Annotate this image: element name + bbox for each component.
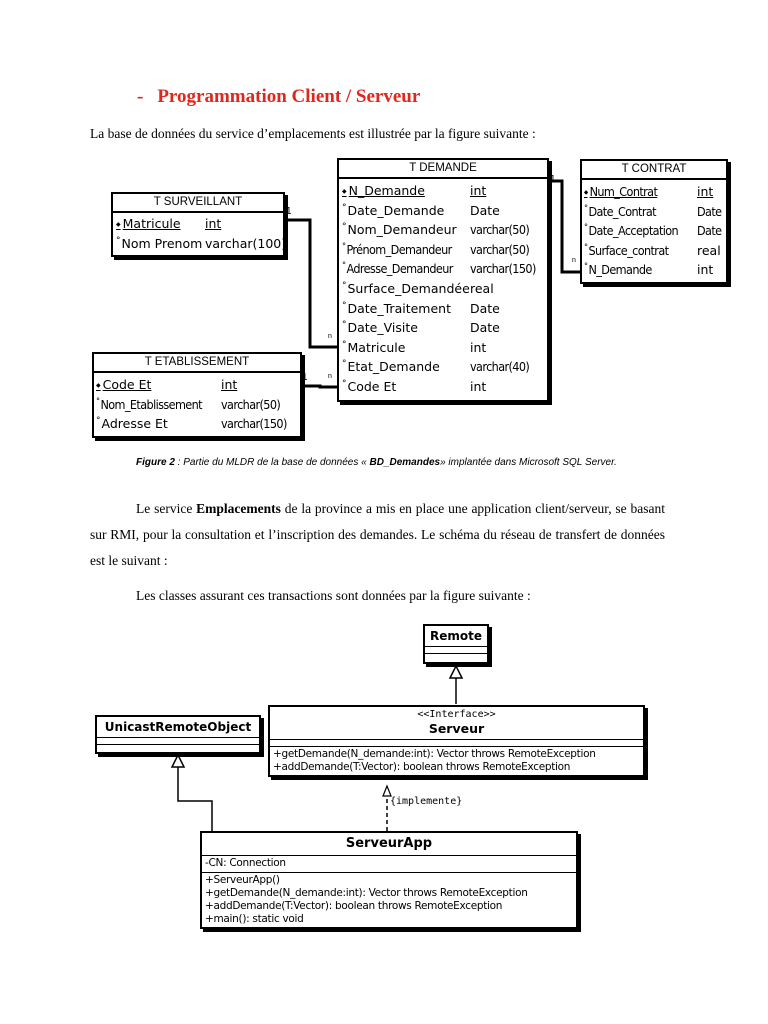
caption-pre: : Partie du MLDR de la base de données « <box>174 457 370 468</box>
table-title: T DEMANDE <box>339 160 547 179</box>
caption-post: » implantée dans Microsoft SQL Server. <box>440 457 617 468</box>
mult-many-codeet: n <box>328 373 332 380</box>
mult-one-surveillant: 1 <box>286 206 292 217</box>
table-row: ° Nom Prenom varchar(100) <box>113 235 283 255</box>
table-row: ◆ Matricule int <box>113 215 283 235</box>
table-row: ° Date_Contrat Date <box>582 203 726 223</box>
mult-one-demande: 1 <box>550 174 556 185</box>
table-row: ° Date_Demande Date <box>339 202 547 222</box>
class-remote: Remote <box>423 624 489 664</box>
class-unicastremoteobject: UnicastRemoteObject <box>95 715 261 754</box>
table-title: T SURVEILLANT <box>113 194 283 213</box>
table-row: ° Nom_Etablissement varchar(50) <box>94 396 300 416</box>
table-row: ° Surface_contrat real <box>582 242 726 262</box>
method: +getDemande(N_demande:int): Vector throws RemoteException <box>205 887 528 899</box>
attribute: -CN: Connection <box>205 857 286 869</box>
intro-text: La base de données du service d’emplacements est illustrée par la figure suivante : <box>90 126 536 141</box>
table-row: ◆ N_Demande int <box>339 182 547 202</box>
table-row: ° Surface_Demandée real <box>339 280 547 300</box>
method: +addDemande(T:Vector): boolean throws RemoteException <box>273 761 571 773</box>
class-name: ServeurApp <box>345 836 433 851</box>
table-row: ° Adresse Et varchar(150) <box>94 415 300 435</box>
table-row: ° Date_Acceptation Date <box>582 222 726 242</box>
bold-emplacements: Emplacements <box>196 501 281 516</box>
table-row: ° Etat_Demande varchar(40) <box>339 358 547 378</box>
table-row: ° Matricule int <box>339 339 547 359</box>
class-serveurapp <box>200 831 578 929</box>
table-row: ° N_Demande int <box>582 261 726 281</box>
table-row: ° Code Et int <box>339 378 547 398</box>
table-row: ° Nom_Demandeur varchar(50) <box>339 221 547 241</box>
table-row: ◆ Code Et int <box>94 376 300 396</box>
heading-title: Programmation Client / Serveur <box>157 86 421 107</box>
method: +ServeurApp() <box>205 874 280 886</box>
stereotype: <<Interface>> <box>417 709 496 720</box>
table-row: ◆ Num_Contrat int <box>582 183 726 203</box>
interface-serveur <box>268 705 645 777</box>
table-title: T ETABLISSEMENT <box>94 354 300 373</box>
mult-many-ndemande: n <box>572 257 576 264</box>
inherit-arrow-unicast <box>172 755 184 767</box>
mult-many-matricule: n <box>328 333 332 340</box>
implements-label: {implemente} <box>390 796 463 807</box>
method: +main(): static void <box>205 913 304 925</box>
caption-db: BD_Demandes <box>369 457 441 468</box>
method: +addDemande(T:Vector): boolean throws RemoteException <box>205 900 503 912</box>
method: +getDemande(N_demande:int): Vector throws RemoteException <box>273 748 596 760</box>
table-row: ° Date_Visite Date <box>339 319 547 339</box>
heading-dash: - <box>137 86 144 107</box>
realize-arrow-serveur <box>383 786 391 796</box>
table-row: ° Date_Traitement Date <box>339 300 547 320</box>
paragraph-classes: Les classes assurant ces transactions sont données par la figure suivante : <box>136 588 531 603</box>
inherit-arrow-remote <box>450 666 462 678</box>
table-title: T CONTRAT <box>582 161 726 180</box>
mult-one-etablissement: 1 <box>302 372 308 383</box>
interface-name: Serveur <box>428 721 485 736</box>
table-row: ° Prénom_Demandeur varchar(50) <box>339 241 547 261</box>
table-row: ° Adresse_Demandeur varchar(150) <box>339 260 547 280</box>
caption-label: Figure 2 <box>136 457 175 468</box>
paragraph-emplacements: Le service Emplacements de la province a mis en place une application client/serveur, se basant sur RMI, pour la consultation et l’inscription des demandes. Le schéma du réseau de transfert de données est le suivant : <box>90 501 665 568</box>
